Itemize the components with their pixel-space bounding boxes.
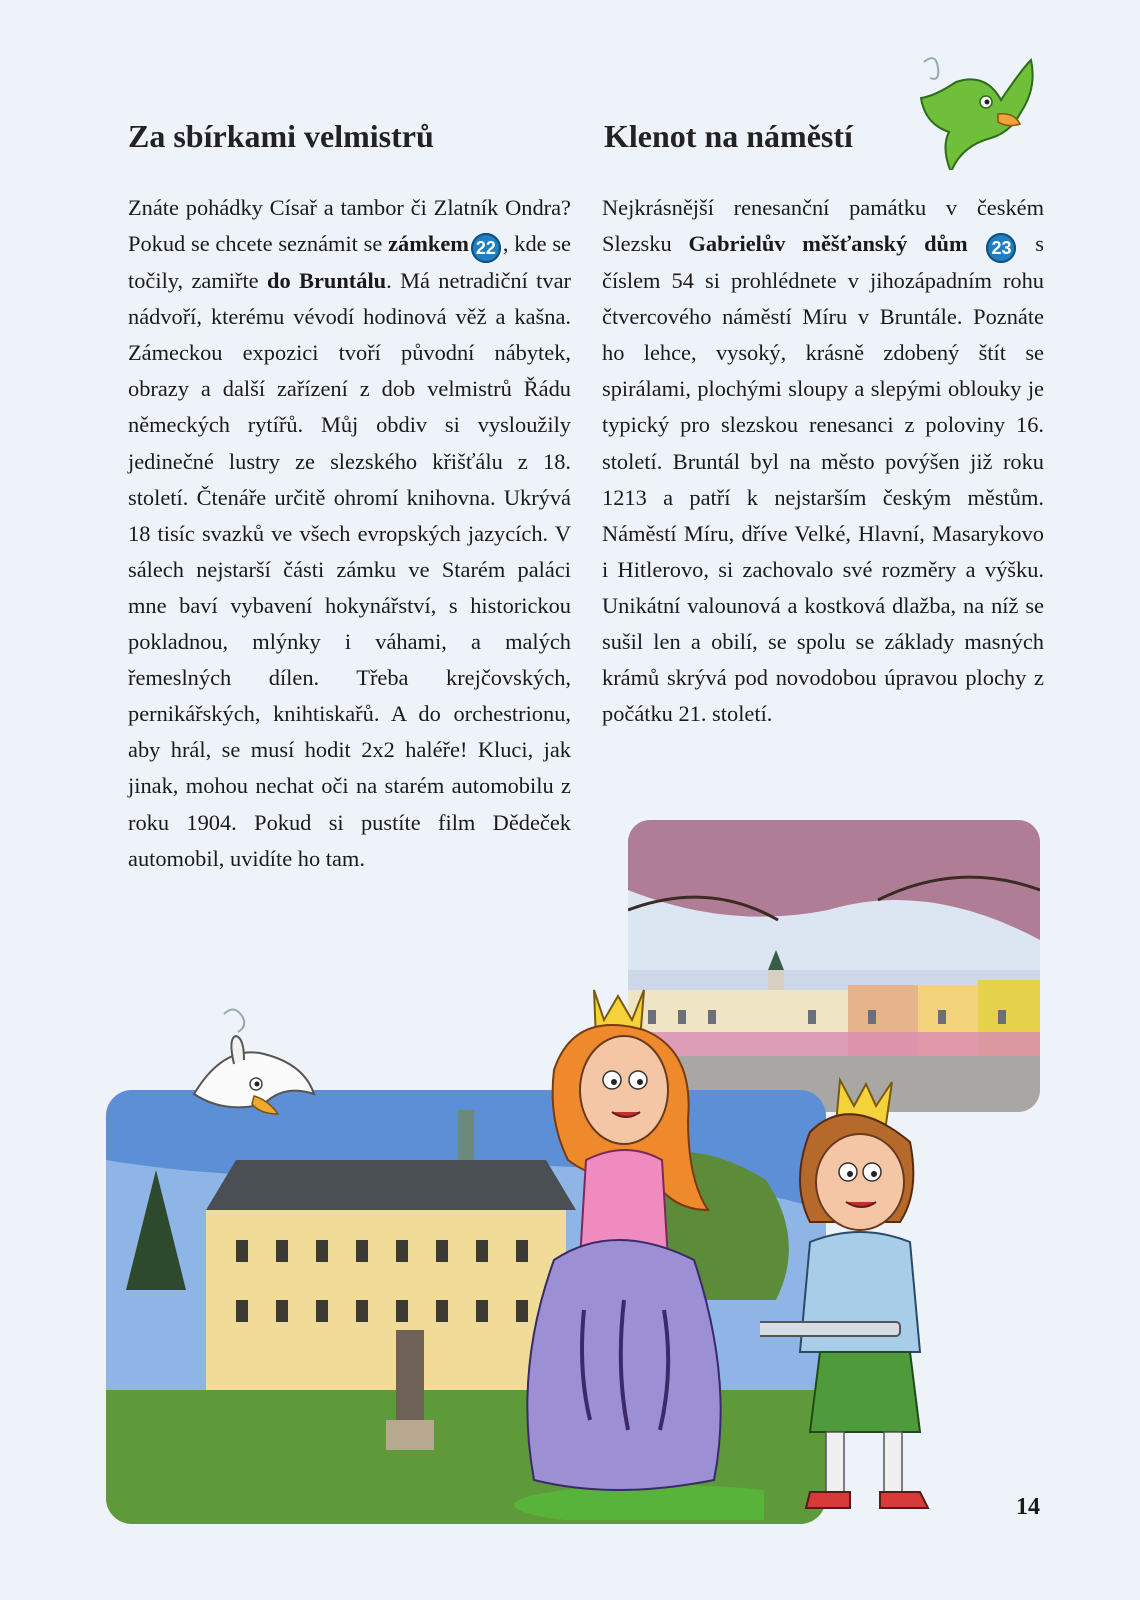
map-marker-23: 23 bbox=[986, 233, 1016, 263]
right-bold-house: Gabrielův měšťanský dům bbox=[688, 231, 968, 257]
right-text-intro: Nejkrásnější renesanční památku v českém Slezsku bbox=[602, 195, 1044, 257]
left-heading: Za sbírkami velmistrů bbox=[128, 118, 434, 154]
green-bird-illustration bbox=[916, 52, 1046, 170]
left-text-intro: Znáte pohádky Císař a tambor či Zlatník Ondra? Pokud se chcete seznámit se bbox=[128, 195, 571, 257]
right-heading: Klenot na náměstí bbox=[604, 118, 853, 154]
left-column-text bbox=[128, 190, 571, 877]
right-column-text bbox=[602, 190, 1044, 732]
prince-illustration bbox=[760, 1072, 960, 1522]
map-marker-22: 22 bbox=[471, 233, 501, 263]
page-number: 14 bbox=[1016, 1494, 1040, 1520]
princess-illustration bbox=[494, 980, 764, 1520]
left-bold-castle: zámkem bbox=[388, 231, 469, 257]
left-text-body: . Má netradiční tvar nádvoří, kterému vévodí hodinová věž a kašna. Zámeckou expozici tvoří původní nábytek, obrazy a další zařízení z dob velmistrů Řádu německých rytířů. Můj obdiv si vysloužily jedinečné lustry ze slezského křišťálu z 18. století. Čtenáře určitě ohromí knihovna. Ukrývá 18 tisíc svazků ve všech evropských jazycích. V sálech nejstarší části zámku ve Starém paláci mne baví vybavení hokynářství, s historickou pokladnou, mlýnky i váhami, a malých řemeslných dílen. Třeba krejčovských, pernikářských, knihtiskařů. A do orchestrionu, aby hrál, se musí hodit 2x2 haléře! Kluci, jak jinak, mohou nechat oči na starém automobilu z roku 1904. Pokud si pustíte film Dědeček automobil, uvidíte ho tam. bbox=[128, 268, 571, 871]
white-bird-illustration bbox=[184, 1004, 324, 1136]
left-bold-town: do Bruntálu bbox=[267, 268, 387, 294]
left-text-mid: , kde se točily, zamiřte bbox=[128, 231, 571, 294]
right-text-body: s číslem 54 si prohlédnete v jihozápadním rohu čtvercového náměstí Míru v Bruntále. Poznáte ho lehce, vysoký, krásně zdobený štít se spirálami, plochými sloupy a slepými oblouky je typický pro slezskou renesanci z poloviny 16. století. Bruntál byl na město povýšen již roku 1213 a patří k nejstarším českým městům. Náměstí Míru, dříve Velké, Hlavní, Masarykovo i Hitlerovo, si zachovalo své rozměry a výšku. Unikátní valounová a kostková dlažba, na níž se sušil len a obilí, se spolu se základy masných krámů skrývá pod novodobou úpravou plochy z počátku 21. století. bbox=[602, 231, 1044, 727]
